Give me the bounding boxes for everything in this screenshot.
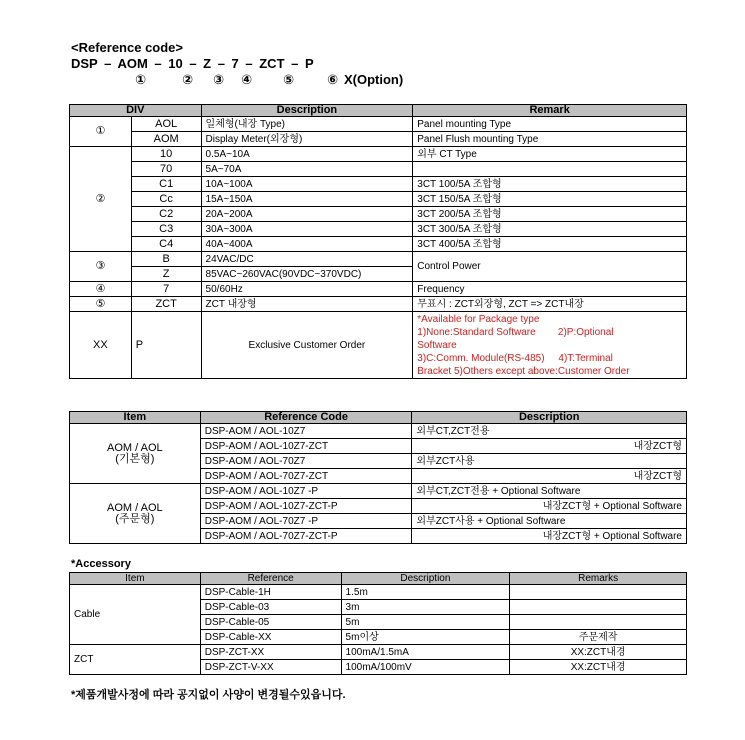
div-desc: 5A~70A <box>201 162 413 177</box>
header-div: DIV <box>70 105 202 117</box>
table-row <box>70 222 687 237</box>
marker-6: ⑥ <box>327 72 339 87</box>
item-name: AOM / AOL <box>107 501 163 514</box>
ref-desc: 내장ZCT형 <box>412 439 687 454</box>
acc-ref: DSP-ZCT-XX <box>200 645 341 660</box>
group-label: ③ <box>70 252 132 282</box>
div-desc: 10A~100A <box>201 177 413 192</box>
table-row <box>70 297 687 312</box>
acc-remarks: 주문제작 <box>510 630 687 645</box>
marker-4: ④ <box>241 72 253 87</box>
table-row <box>70 585 687 600</box>
header-reference-code: Reference Code <box>200 412 412 424</box>
ref-desc: 내장ZCT형 <box>412 469 687 484</box>
div-code: C2 <box>131 207 201 222</box>
reference-code-string: DSP – AOM – 10 – Z – 7 – ZCT – P <box>71 56 314 71</box>
div-code: C3 <box>131 222 201 237</box>
ref-desc: 외부ZCT사용 + Optional Software <box>412 514 687 529</box>
table-header-row <box>70 412 687 424</box>
div-remark: 3CT 100/5A 조합형 <box>413 177 687 192</box>
div-remark: Control Power <box>413 252 687 282</box>
table-row <box>70 424 687 439</box>
ref-desc: 외부ZCT사용 <box>412 454 687 469</box>
option-remark-line: Software <box>417 339 457 351</box>
div-code: 10 <box>131 147 201 162</box>
table-row <box>70 162 687 177</box>
div-desc: 0.5A~10A <box>201 147 413 162</box>
div-code: AOM <box>131 132 201 147</box>
acc-desc: 100mA/1.5mA <box>341 645 510 660</box>
div-remark: 3CT 200/5A 조합형 <box>413 207 687 222</box>
acc-remarks <box>510 615 687 630</box>
acc-item: Cable <box>70 585 201 645</box>
div-code: C4 <box>131 237 201 252</box>
acc-ref: DSP-Cable-05 <box>200 615 341 630</box>
option-remark-line: *Available for Package type <box>417 313 540 325</box>
option-remark <box>413 312 687 379</box>
option-remark-line: 1)None:Standard Software 2)P:Optional <box>417 326 614 338</box>
div-reference-table <box>69 104 687 379</box>
ref-desc: 외부CT,ZCT전용 + Optional Software <box>412 484 687 499</box>
acc-remarks: XX:ZCT내경 <box>510 645 687 660</box>
div-desc: 20A~200A <box>201 207 413 222</box>
table-row <box>70 207 687 222</box>
acc-ref: DSP-Cable-1H <box>200 585 341 600</box>
div-remark: 외부 CT Type <box>413 147 687 162</box>
div-remark: 3CT 400/5A 조합형 <box>413 237 687 252</box>
div-desc: 일체형(내장 Type) <box>201 117 413 132</box>
ref-code: DSP-AOM / AOL-10Z7-ZCT-P <box>200 499 412 514</box>
accessory-title: *Accessory <box>71 558 131 570</box>
div-code: AOL <box>131 117 201 132</box>
acc-ref: DSP-ZCT-V-XX <box>200 660 341 675</box>
acc-desc: 3m <box>341 600 510 615</box>
table-row <box>70 282 687 297</box>
ref-desc: 내장ZCT형 + Optional Software <box>412 499 687 514</box>
div-code: B <box>131 252 201 267</box>
div-remark: Frequency <box>413 282 687 297</box>
header-description: Description <box>412 412 687 424</box>
table-row <box>70 177 687 192</box>
header-description: Description <box>201 105 413 117</box>
header-reference: Reference <box>200 573 341 585</box>
table-row <box>70 645 687 660</box>
div-remark: 3CT 300/5A 조합형 <box>413 222 687 237</box>
acc-item: ZCT <box>70 645 201 675</box>
item-reference-table <box>69 411 687 544</box>
ref-desc: 외부CT,ZCT전용 <box>412 424 687 439</box>
item-name: AOM / AOL <box>107 441 163 454</box>
footnote: *제품개발사정에 따라 공지없이 사양이 변경될수있읍니다. <box>71 689 346 701</box>
group-label: ① <box>70 117 132 147</box>
div-desc: 30A~300A <box>201 222 413 237</box>
div-desc: 24VAC/DC <box>201 252 413 267</box>
marker-1: ① <box>135 72 147 87</box>
ref-desc: 내장ZCT형 + Optional Software <box>412 529 687 544</box>
ref-code: DSP-AOM / AOL-70Z7 -P <box>200 514 412 529</box>
table-header-row <box>70 573 687 585</box>
option-remark-line: Bracket 5)Others except above:Customer Order <box>417 365 630 377</box>
div-remark: Panel mounting Type <box>413 117 687 132</box>
div-desc: 15A~150A <box>201 192 413 207</box>
ref-code: DSP-AOM / AOL-70Z7 <box>200 454 412 469</box>
ref-code: DSP-AOM / AOL-70Z7-ZCT-P <box>200 529 412 544</box>
acc-remarks: XX:ZCT내경 <box>510 660 687 675</box>
ref-code: DSP-AOM / AOL-10Z7-ZCT <box>200 439 412 454</box>
ref-code: DSP-AOM / AOL-10Z7 -P <box>200 484 412 499</box>
item-sub: (주문형) <box>115 512 155 525</box>
acc-remarks <box>510 585 687 600</box>
option-remark-line: 3)C:Comm. Module(RS-485) 4)T:Terminal <box>417 352 613 364</box>
div-code: Cc <box>131 192 201 207</box>
div-code: C1 <box>131 177 201 192</box>
group-label: ② <box>70 147 132 252</box>
div-remark <box>413 162 687 177</box>
header-remark: Remark <box>413 105 687 117</box>
acc-ref: DSP-Cable-XX <box>200 630 341 645</box>
div-remark: 무표시 : ZCT외장형, ZCT => ZCT내장 <box>413 297 687 312</box>
table-row <box>70 312 687 379</box>
ref-code: DSP-AOM / AOL-10Z7 <box>200 424 412 439</box>
div-code: P <box>131 312 201 379</box>
acc-desc: 1.5m <box>341 585 510 600</box>
group-label: XX <box>70 312 132 379</box>
header-description: Description <box>341 573 510 585</box>
div-remark: 3CT 150/5A 조합형 <box>413 192 687 207</box>
group-label: ⑤ <box>70 297 132 312</box>
table-row <box>70 132 687 147</box>
table-row <box>70 252 687 267</box>
div-desc: 85VAC~260VAC(90VDC~370VDC) <box>201 267 413 282</box>
table-row <box>70 117 687 132</box>
header-remarks: Remarks <box>510 573 687 585</box>
table-row <box>70 147 687 162</box>
marker-2: ② <box>182 72 194 87</box>
div-desc: 40A~400A <box>201 237 413 252</box>
item-sub: (기본형) <box>115 452 155 465</box>
table-row <box>70 484 687 499</box>
group-label: ④ <box>70 282 132 297</box>
table-row <box>70 192 687 207</box>
div-desc: ZCT 내장형 <box>201 297 413 312</box>
div-remark: Panel Flush mounting Type <box>413 132 687 147</box>
reference-code-title: <Reference code> <box>71 40 184 55</box>
marker-3: ③ <box>213 72 225 87</box>
acc-remarks <box>510 600 687 615</box>
table-header-row <box>70 105 687 117</box>
acc-desc: 5m이상 <box>341 630 510 645</box>
header-item: Item <box>70 412 201 424</box>
div-code: 70 <box>131 162 201 177</box>
div-desc: Display Meter(외장형) <box>201 132 413 147</box>
div-desc: 50/60Hz <box>201 282 413 297</box>
header-item: Item <box>70 573 201 585</box>
div-code: Z <box>131 267 201 282</box>
marker-5: ⑤ <box>283 72 295 87</box>
accessory-table <box>69 572 687 675</box>
table-row <box>70 237 687 252</box>
div-code: ZCT <box>131 297 201 312</box>
item-group-basic <box>70 424 201 484</box>
div-desc: Exclusive Customer Order <box>201 312 413 379</box>
acc-desc: 5m <box>341 615 510 630</box>
acc-ref: DSP-Cable-03 <box>200 600 341 615</box>
item-group-custom <box>70 484 201 544</box>
ref-code: DSP-AOM / AOL-70Z7-ZCT <box>200 469 412 484</box>
marker-option: X(Option) <box>344 72 404 87</box>
div-code: 7 <box>131 282 201 297</box>
acc-desc: 100mA/100mV <box>341 660 510 675</box>
